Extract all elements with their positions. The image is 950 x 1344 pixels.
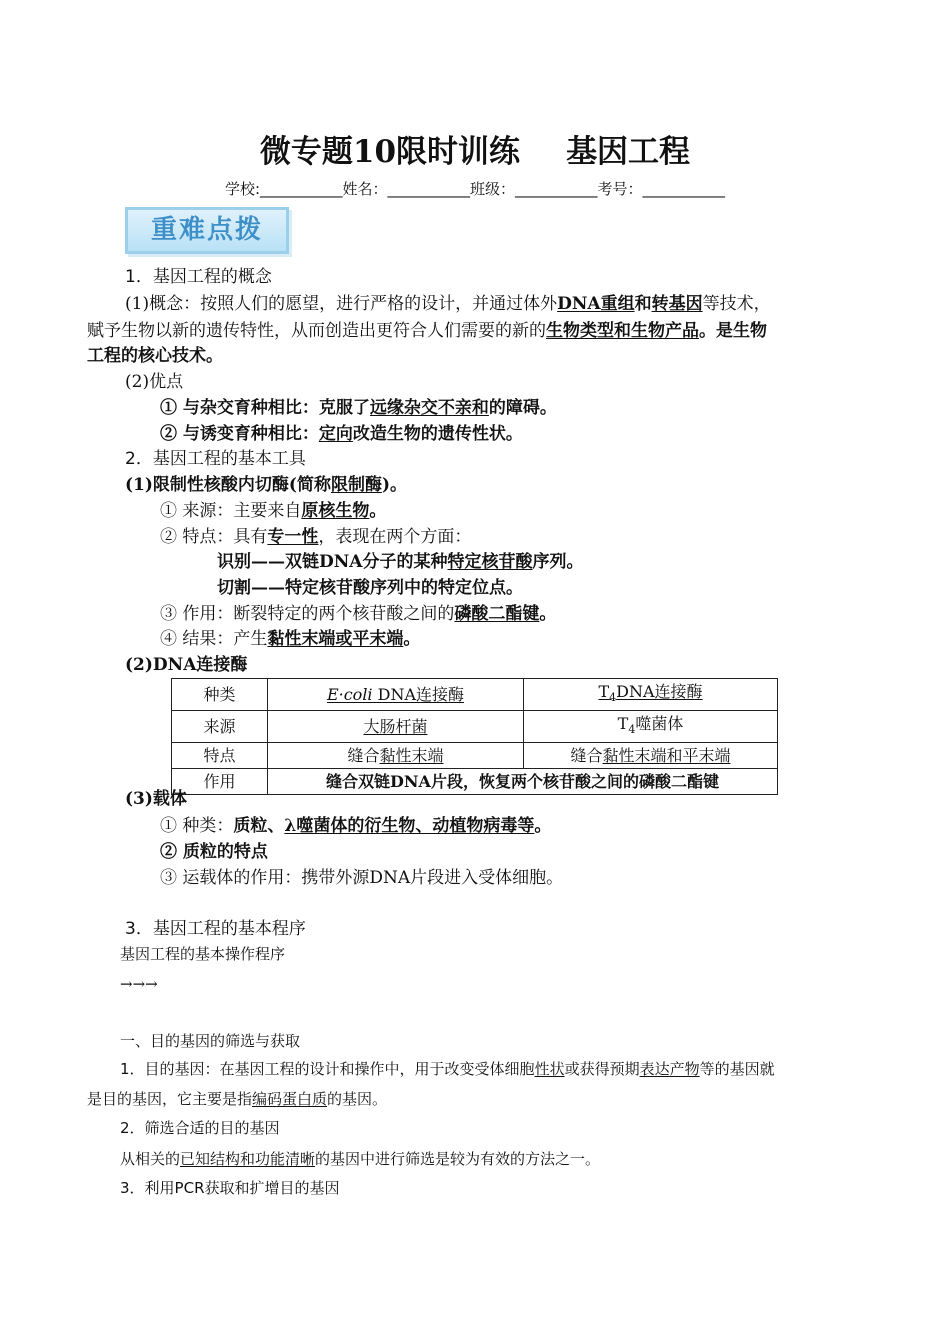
feat-underlined: 专一性	[267, 527, 319, 547]
concept-line-3: 工程的核心技术。	[87, 346, 223, 366]
part1-heading: 一、目的基因的筛选与获取	[120, 1032, 301, 1050]
re-cutting: 切割——特定核苷酸序列中的特定位点。	[217, 578, 523, 598]
p1-text-a: ：在基因工程的设计和操作中，用于改变受体细胞	[204, 1060, 535, 1078]
section2-heading: 2．基因工程的基本工具	[125, 449, 306, 469]
src-underlined: 原核生物	[301, 501, 370, 521]
p1-underlined-2: 表达产物	[639, 1060, 700, 1078]
re-function	[160, 603, 556, 625]
adv1-text-b: 的障碍。	[488, 398, 557, 418]
t4-ligase-text: DNA连接酶	[616, 682, 703, 701]
page-title	[0, 132, 950, 172]
p2-underlined: 已知结构和功能清晰	[180, 1150, 316, 1168]
concept-and: 和	[634, 294, 652, 314]
advantage-1	[160, 397, 557, 419]
table-row	[172, 679, 778, 711]
p2-text-a: 从相关的	[120, 1150, 181, 1168]
concept-line-2	[87, 320, 767, 342]
re-text-b: )。	[381, 475, 408, 495]
recog-text-b: 序列。	[532, 552, 584, 572]
t4-subscript: 4	[609, 691, 617, 705]
cell-function: 缝合双链DNA片段，恢复两个核苷酸之间的磷酸二酯键	[268, 769, 778, 795]
screening-heading: 2．筛选合适的目的基因	[120, 1119, 280, 1137]
title-left: 微专题10限时训练	[259, 134, 521, 170]
p1-text-b: 或获得预期	[564, 1060, 640, 1078]
cell-ecoli-ligase	[268, 679, 524, 711]
row-header-type: 种类	[172, 679, 268, 711]
adv1-underlined: 远缘杂交不亲和	[369, 398, 489, 418]
p1-underlined-1: 性状	[534, 1060, 565, 1078]
section3-subheading: 基因工程的基本操作程序	[120, 945, 286, 963]
func-text-b: 。	[539, 604, 557, 624]
ligase-heading: (2)DNA连接酶	[125, 655, 248, 675]
concept-text-a: (1)概念：按照人们的愿望，进行严格的设计，并通过体外	[125, 294, 558, 314]
p2-text-b: 的基因中进行筛选是较为有效的方法之一。	[315, 1150, 601, 1168]
ligase-table	[171, 678, 778, 795]
feat-text-b: ，表现在两个方面：	[318, 527, 472, 547]
restriction-enzyme-heading	[125, 474, 407, 496]
p1-label: 1．目的基因	[120, 1060, 205, 1078]
vec1-text-b: 质粒、	[233, 816, 285, 836]
re-recognition	[217, 551, 583, 573]
res-underlined: 黏性末端或平末端	[267, 629, 404, 649]
cell-t4-feature	[524, 743, 778, 769]
ecoli-source-text: 大肠杆菌	[363, 717, 428, 737]
p1-text-e: 的基因。	[327, 1090, 388, 1108]
cell-ecoli-feature	[268, 743, 524, 769]
p1-underlined-3: 编码蛋白质	[252, 1090, 328, 1108]
re-text-a: (1)限制性核酸内切酶(简称	[125, 475, 331, 495]
adv2-text-a: ② 与诱变育种相比：	[160, 424, 319, 444]
ecoli-feature-a: 缝合	[347, 746, 380, 766]
concept-line-1	[125, 293, 771, 315]
vec1-underlined: λ噬菌体的衍生物、动植物病毒等	[284, 816, 535, 836]
title-right: 基因工程	[566, 134, 691, 170]
advantage-2	[160, 423, 523, 445]
vector-heading: (3)载体	[125, 789, 187, 809]
src-text-a: ① 来源：主要来自	[160, 501, 302, 521]
re-source	[160, 500, 386, 522]
recog-text-a: 识别——双链DNA分子的某种	[217, 552, 448, 572]
vec1-text-a: ① 种类：	[160, 816, 234, 836]
p1-text-d: 是目的基因，它主要是指	[87, 1090, 253, 1108]
func-underlined: 磷酸二酯键	[454, 604, 540, 624]
concept-text-d: 。是生物	[699, 321, 767, 341]
key-points-badge	[125, 207, 289, 254]
section3-heading: 3．基因工程的基本程序	[125, 919, 306, 939]
plasmid-features: ② 质粒的特点	[160, 842, 268, 862]
feat-text-a: ② 特点：具有	[160, 527, 268, 547]
concept-products: 生物类型和生物产品	[546, 321, 699, 341]
row-header-feature: 特点	[172, 743, 268, 769]
ecoli-feature-underlined: 黏性末端	[379, 746, 444, 766]
procedure-arrows: →→→	[120, 975, 158, 993]
advantages-label: (2)优点	[125, 372, 184, 392]
row-header-function: 作用	[172, 769, 268, 795]
target-gene-line-1	[120, 1058, 775, 1080]
concept-dna-recombination: DNA重组	[557, 294, 635, 314]
adv2-underlined: 定向	[318, 424, 353, 444]
ecoli-ligase-text: DNA连接酶	[372, 685, 465, 705]
vec1-text-c: 。	[534, 816, 552, 836]
concept-text-c: 赋予生物以新的遗传特性，从而创造出更符合人们需要的新的	[87, 321, 546, 341]
res-text-a: ④ 结果：产生	[160, 629, 268, 649]
table-row	[172, 769, 778, 795]
section1-heading: 1．基因工程的概念	[125, 267, 272, 287]
cell-ecoli-source	[268, 711, 524, 743]
badge-label: 重难点拨	[150, 215, 263, 245]
pcr-heading: 3．利用PCR获取和扩增目的基因	[120, 1179, 340, 1197]
vector-function: ③ 运载体的作用：携带外源DNA片段进入受体细胞。	[160, 868, 564, 888]
res-text-b: 。	[403, 629, 421, 649]
t4-source-text: 噬菌体	[635, 714, 684, 734]
concept-text-b: 等技术，	[702, 294, 771, 314]
target-gene-line-2	[87, 1088, 387, 1110]
row-header-source: 来源	[172, 711, 268, 743]
adv2-text-b: 改造生物的遗传性状。	[352, 424, 523, 444]
re-feature	[160, 526, 471, 548]
t4-source-subscript: 4	[628, 723, 636, 737]
table-row	[172, 711, 778, 743]
src-text-b: 。	[369, 501, 387, 521]
func-text-a: ③ 作用：断裂特定的两个核苷酸之间的	[160, 604, 455, 624]
t4-feature-underlined: 黏性末端和平末端	[602, 746, 731, 766]
screening-text	[120, 1148, 600, 1170]
recog-underlined: 特定核苷酸	[447, 552, 533, 572]
adv1-text-a: ① 与杂交育种相比：克服了	[160, 398, 370, 418]
ecoli-italic: E·coli	[326, 685, 373, 705]
student-info-line: 学校:___________姓名：___________班级：___________考号：___________	[224, 180, 726, 198]
vector-types	[160, 815, 551, 837]
t4-feature-a: 缝合	[570, 746, 603, 766]
cell-t4-ligase	[524, 679, 778, 711]
concept-transgenic: 转基因	[651, 294, 703, 314]
re-underlined: 限制酶	[330, 475, 382, 495]
t4-letter: T	[598, 682, 610, 701]
p1-text-c: 等的基因就	[699, 1060, 775, 1078]
t4-source-letter: T	[617, 714, 629, 734]
cell-t4-source	[524, 711, 778, 743]
re-result	[160, 628, 420, 650]
table-row	[172, 743, 778, 769]
